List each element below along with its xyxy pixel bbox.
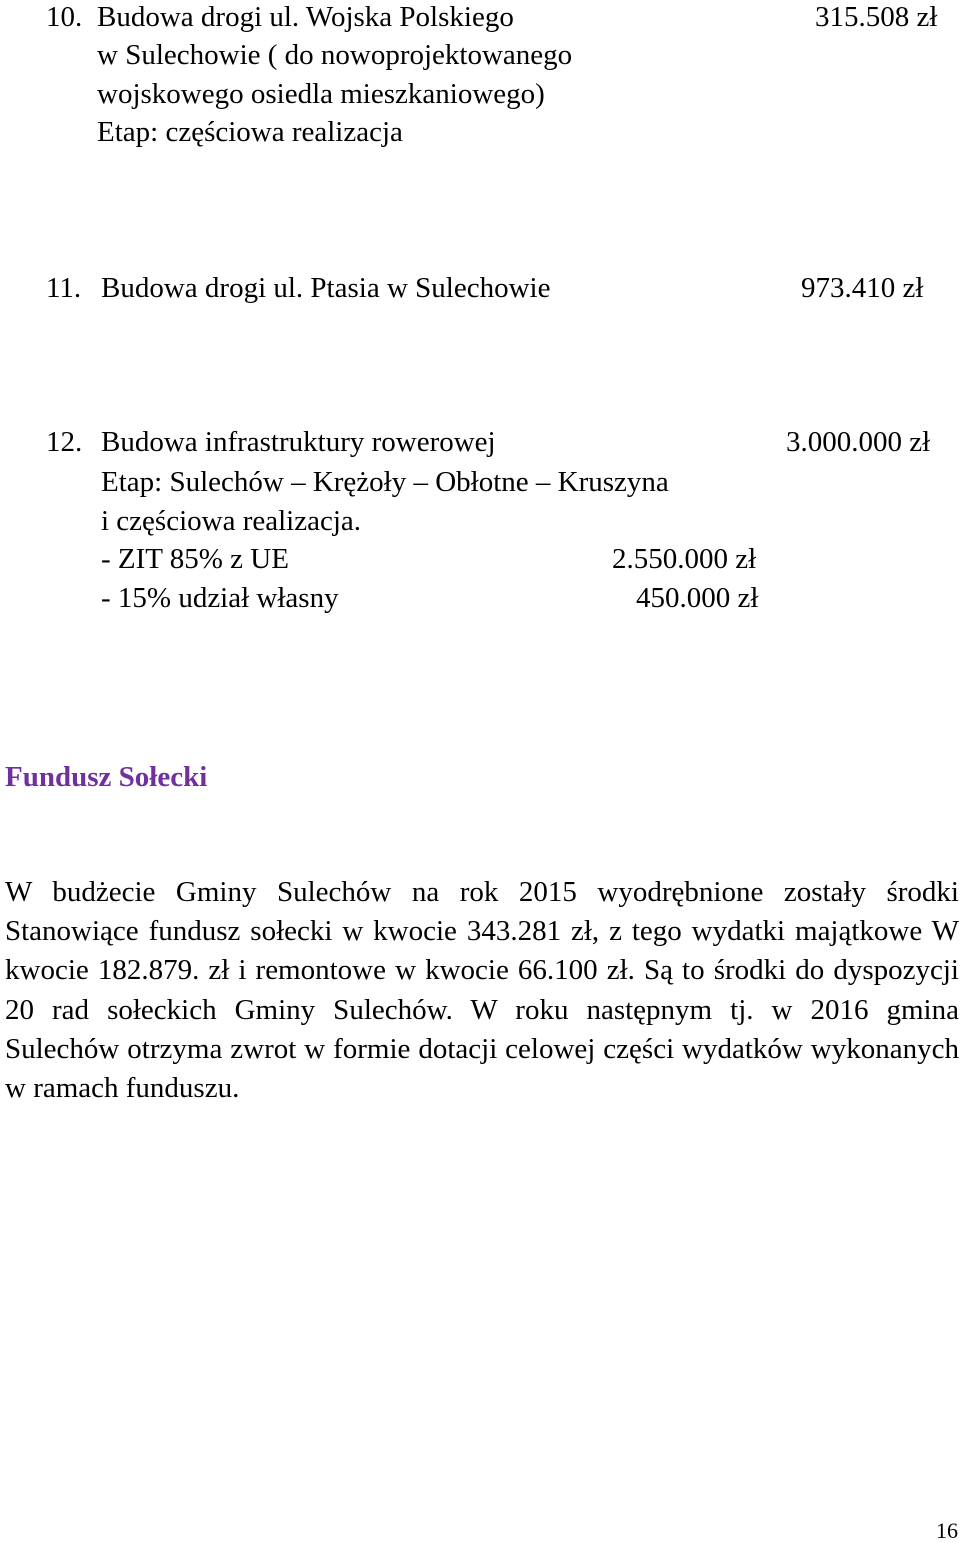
section-heading: Fundusz Sołecki xyxy=(5,761,208,793)
item-12-line-1: Budowa infrastruktury rowerowej xyxy=(101,426,496,458)
item-12-number: 12. xyxy=(46,426,83,458)
item-11-line-1: Budowa drogi ul. Ptasia w Sulechowie xyxy=(101,272,551,304)
item-10-line-3: wojskowego osiedla mieszkaniowego) xyxy=(97,78,545,110)
item-11-number: 11. xyxy=(46,272,82,304)
page-number: 16 xyxy=(936,1518,958,1543)
item-12-breakdown-2-label: - 15% udział własny xyxy=(101,582,339,614)
item-12-line-2: Etap: Sulechów – Krężoły – Obłotne – Kruszyna xyxy=(101,466,669,498)
item-12-amount: 3.000.000 zł xyxy=(786,426,931,458)
item-12-breakdown-1-label: - ZIT 85% z UE xyxy=(101,543,289,575)
item-10-amount: 315.508 zł xyxy=(815,1,938,33)
item-12-breakdown-1-amount: 2.550.000 zł xyxy=(612,543,757,575)
item-10-line-1: Budowa drogi ul. Wojska Polskiego xyxy=(97,1,514,33)
item-10-line-2: w Sulechowie ( do nowoprojektowanego xyxy=(97,39,573,71)
item-12-line-3: i częściowa realizacja. xyxy=(101,505,362,537)
item-11-amount: 973.410 zł xyxy=(801,272,924,304)
section-paragraph: W budżecie Gminy Sulechów na rok 2015 wyodrębnione zostały środki Stanowiące fundusz sołecki w kwocie 343.281 zł, z tego wydatki majątkowe W kwocie 182.879. zł i remontowe w kwocie 66.100 zł. Są to środki do dyspozycji 20 rad sołeckich Gminy Sulechów. W roku następnym tj. w 2016 gmina Sulechów otrzyma zwrot w formie dotacji celowej części wydatków wykonanych w ramach funduszu. xyxy=(5,876,959,1105)
item-10-number: 10. xyxy=(46,1,83,33)
item-12-breakdown-2-amount: 450.000 zł xyxy=(636,582,759,614)
item-10-line-4: Etap: częściowa realizacja xyxy=(97,116,403,148)
